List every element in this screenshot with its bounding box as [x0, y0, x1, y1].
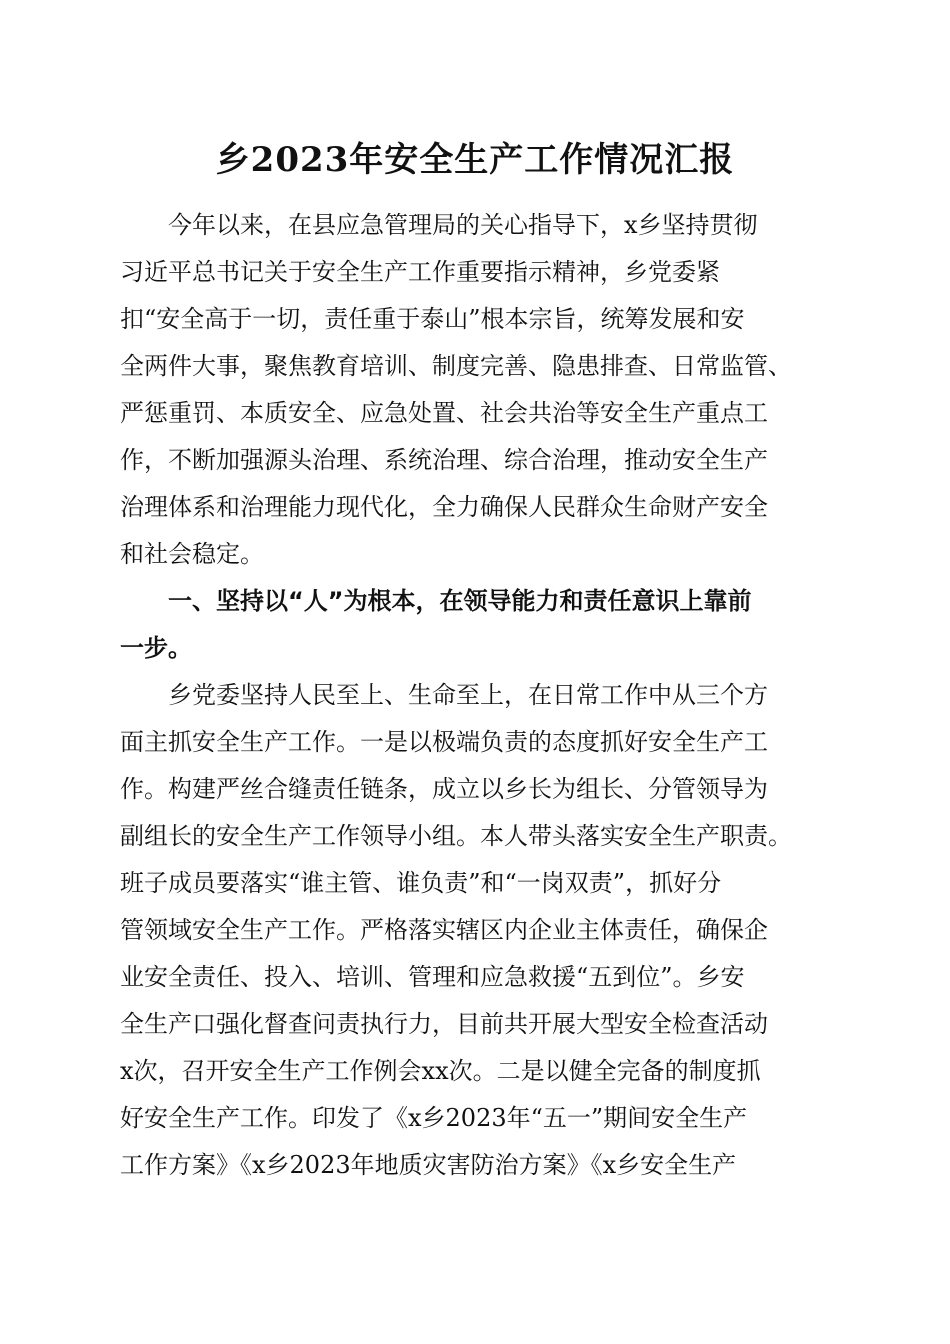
section-heading-line-1: 一、坚持以“人”为根本，在领导能力和责任意识上靠前: [168, 587, 752, 615]
paragraph-2-line-3: 作。构建严丝合缝责任链条，成立以乡长为组长、分管领导为: [120, 775, 768, 803]
paragraph-1-line-7: 治理体系和治理能力现代化，全力确保人民群众生命财产安全: [120, 493, 768, 521]
section-heading-line-2: 一步。: [120, 634, 192, 662]
paragraph-1-line-5: 严惩重罚、本质安全、应急处置、社会共治等安全生产重点工: [120, 399, 768, 427]
paragraph-2-line-4: 副组长的安全生产工作领导小组。本人带头落实安全生产职责。: [120, 822, 792, 850]
paragraph-2-line-5: 班子成员要落实“谁主管、谁负责”和“一岗双责”，抓好分: [120, 869, 722, 897]
paragraph-1-line-8: 和社会稳定。: [120, 540, 264, 568]
paragraph-2-line-11: 工作方案》《x乡2023年地质灾害防治方案》《x乡安全生产: [120, 1151, 737, 1179]
document-title: 乡2023年安全生产工作情况汇报: [215, 140, 735, 180]
paragraph-1-line-3: 扣“安全高于一切，责任重于泰山”根本宗旨，统筹发展和安: [120, 305, 745, 333]
paragraph-1-line-4: 全两件大事，聚焦教育培训、制度完善、隐患排查、日常监管、: [120, 352, 792, 380]
paragraph-2-line-9: x次，召开安全生产工作例会xx次。二是以健全完备的制度抓: [120, 1057, 761, 1085]
paragraph-1-line-6: 作，不断加强源头治理、系统治理、综合治理，推动安全生产: [120, 446, 768, 474]
paragraph-2-line-7: 业安全责任、投入、培训、管理和应急救援“五到位”。乡安: [120, 963, 745, 991]
paragraph-2-line-2: 面主抓安全生产工作。一是以极端负责的态度抓好安全生产工: [120, 728, 768, 756]
paragraph-2-line-6: 管领域安全生产工作。严格落实辖区内企业主体责任，确保企: [120, 916, 768, 944]
paragraph-1-line-1: 今年以来，在县应急管理局的关心指导下，x乡坚持贯彻: [168, 211, 758, 239]
paragraph-2-line-8: 全生产口强化督查问责执行力，目前共开展大型安全检查活动: [120, 1010, 768, 1038]
paragraph-2-line-1: 乡党委坚持人民至上、生命至上，在日常工作中从三个方: [168, 681, 768, 709]
paragraph-2-line-10: 好安全生产工作。印发了《x乡2023年“五一”期间安全生产: [120, 1104, 748, 1132]
paragraph-1-line-2: 习近平总书记关于安全生产工作重要指示精神，乡党委紧: [120, 258, 720, 286]
